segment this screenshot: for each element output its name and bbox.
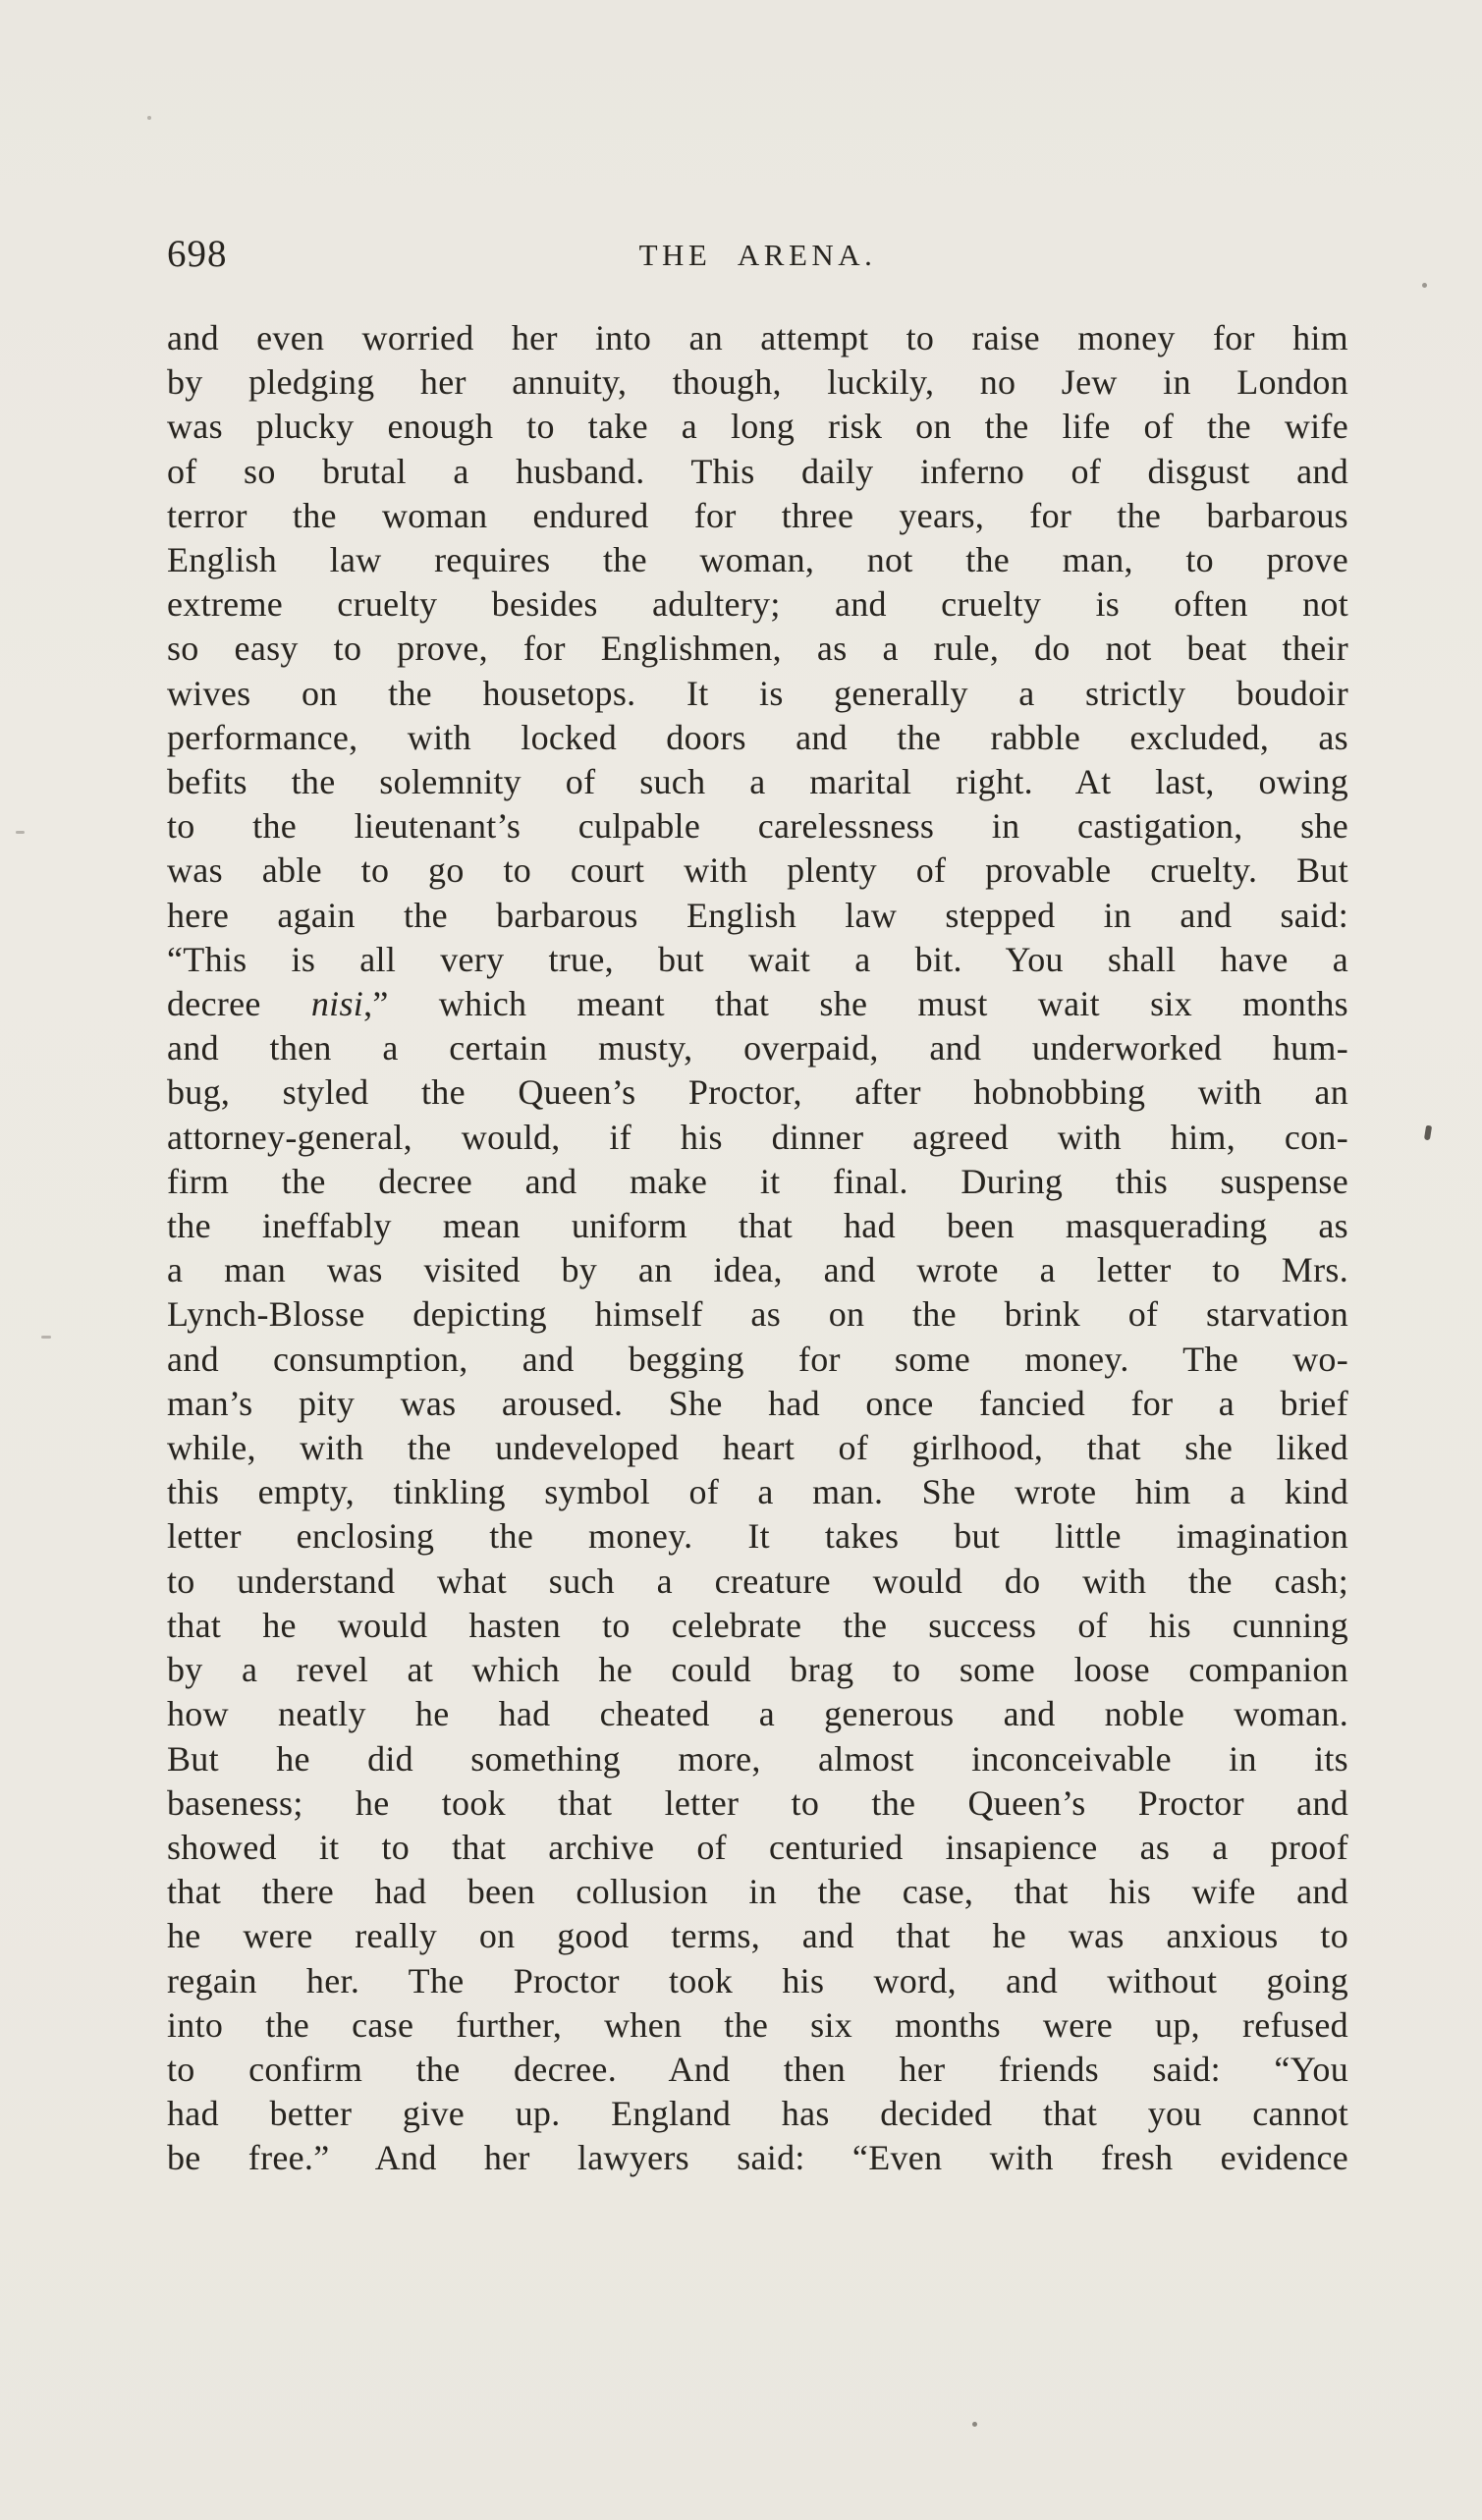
text-line (167, 2003, 1348, 2048)
text-segment: bug, styled the Queen’s Proctor, after hobnobbing with an (167, 1072, 1348, 1113)
text-segment: man’s pity was aroused. She had once fancied for a brief (167, 1383, 1348, 1423)
text-line (167, 1338, 1348, 1382)
text-segment: decree (167, 984, 311, 1024)
text-line (167, 1692, 1348, 1736)
text-segment: a man was visited by an idea, and wrote a letter to Mrs. (167, 1250, 1348, 1290)
text-segment: be free.” And her lawyers said: “Even with fresh evidence (167, 2138, 1348, 2178)
text-segment: he were really on good terms, and that he was anxious to (167, 1916, 1348, 1956)
text-segment: “This is all very true, but wait a bit. You shall have a (167, 939, 1348, 979)
text-segment: by pledging her annuity, though, luckily, no Jew in London (167, 362, 1348, 403)
text-line (167, 360, 1348, 405)
text-segment: of so brutal a husband. This daily inferno of disgust and (167, 451, 1348, 491)
text-segment: English law requires the woman, not the man, to prove (167, 540, 1348, 580)
text-segment: showed it to that archive of centuried insapience as a proof (167, 1827, 1348, 1867)
text-segment: Lynch-Blosse depicting himself as on the brink of starvation (167, 1294, 1348, 1335)
ink-speck (41, 1336, 51, 1339)
text-line (167, 538, 1348, 582)
page-number: 698 (167, 233, 228, 275)
text-line (167, 1470, 1348, 1514)
text-line (167, 982, 1348, 1026)
text-segment: this empty, tinkling symbol of a man. She wrote him a kind (167, 1472, 1348, 1512)
ink-speck (1424, 1125, 1432, 1141)
text-segment: was plucky enough to take a long risk on the life of the wife (167, 407, 1348, 447)
text-segment: the ineffably mean uniform that had been masquerading as (167, 1206, 1348, 1246)
body-text (167, 316, 1348, 2181)
text-line (167, 1514, 1348, 1559)
text-line (167, 1248, 1348, 1292)
text-segment: here again the barbarous English law stepped in and said: (167, 895, 1348, 935)
text-segment: extreme cruelty besides adultery; and cruelty is often not (167, 584, 1348, 625)
italic-text: nisi (310, 984, 364, 1024)
ink-speck (1422, 283, 1427, 288)
text-line (167, 1204, 1348, 1248)
text-segment: was able to go to court with plenty of provable cruelty. But (167, 850, 1348, 891)
text-line (167, 494, 1348, 538)
text-line (167, 1826, 1348, 1870)
text-line (167, 1959, 1348, 2003)
text-line (167, 894, 1348, 938)
text-line (167, 1560, 1348, 1604)
text-line (167, 1648, 1348, 1692)
text-segment: to the lieutenant’s culpable carelessness in castigation, she (167, 806, 1348, 847)
text-segment: to confirm the decree. And then her friends said: “You (167, 2049, 1348, 2089)
text-line (167, 1604, 1348, 1648)
text-segment: had better give up. England has decided that you cannot (167, 2094, 1348, 2134)
text-segment: into the case further, when the six months were up, refused (167, 2004, 1348, 2045)
text-segment: so easy to prove, for Englishmen, as a rule, do not beat their (167, 629, 1348, 669)
ink-speck (147, 116, 151, 120)
text-line (167, 1914, 1348, 1958)
text-line (167, 1160, 1348, 1204)
text-segment: while, with the undeveloped heart of girlhood, that she liked (167, 1428, 1348, 1468)
text-segment: and even worried her into an attempt to raise money for him (167, 318, 1348, 357)
text-segment: performance, with locked doors and the rabble excluded, as (167, 717, 1348, 757)
text-line (167, 1070, 1348, 1115)
text-line (167, 804, 1348, 849)
text-segment: But he did something more, almost inconceivable in its (167, 1738, 1348, 1779)
running-title: THE ARENA. (638, 238, 877, 272)
page-header (167, 232, 1348, 281)
text-line (167, 1292, 1348, 1337)
text-segment: baseness; he took that letter to the Queen’s Proctor and (167, 1782, 1348, 1823)
text-segment: wives on the housetops. It is generally a strictly boudoir (167, 673, 1348, 713)
text-segment: by a revel at which he could brag to some loose companion (167, 1650, 1348, 1690)
ink-speck (972, 2422, 977, 2427)
text-line (167, 716, 1348, 760)
text-segment: firm the decree and make it final. During this suspense (167, 1161, 1348, 1201)
text-line (167, 1781, 1348, 1826)
text-line (167, 1426, 1348, 1470)
text-line (167, 760, 1348, 804)
text-line (167, 450, 1348, 494)
text-line (167, 2092, 1348, 2136)
text-line (167, 405, 1348, 449)
text-segment: letter enclosing the money. It takes but little imagination (167, 1516, 1348, 1557)
text-segment: to understand what such a creature would do with the cash; (167, 1561, 1348, 1601)
text-line (167, 2136, 1348, 2180)
text-line (167, 849, 1348, 893)
text-line (167, 627, 1348, 671)
text-segment: befits the solemnity of such a marital right. At last, owing (167, 762, 1348, 802)
text-segment: regain her. The Proctor took his word, and without going (167, 1960, 1348, 2000)
text-segment: attorney-general, would, if his dinner agreed with him, con- (167, 1117, 1348, 1157)
text-line (167, 2048, 1348, 2092)
text-line (167, 672, 1348, 716)
text-segment: that there had been collusion in the case, that his wife and (167, 1872, 1348, 1912)
text-line (167, 1382, 1348, 1426)
text-line (167, 1737, 1348, 1781)
text-segment: and then a certain musty, overpaid, and underworked hum- (167, 1028, 1348, 1068)
text-line (167, 316, 1348, 360)
text-line (167, 1026, 1348, 1070)
text-line (167, 938, 1348, 982)
text-segment: terror the woman endured for three years, for the barbarous (167, 495, 1348, 535)
text-segment: and consumption, and begging for some money. The wo- (167, 1339, 1348, 1379)
ink-speck (16, 831, 25, 834)
text-line (167, 1870, 1348, 1914)
text-segment: ,” which meant that she must wait six months (363, 984, 1348, 1024)
text-line (167, 582, 1348, 627)
text-segment: that he would hasten to celebrate the success of his cunning (167, 1605, 1348, 1645)
text-segment: how neatly he had cheated a generous and noble woman. (167, 1694, 1348, 1734)
text-line (167, 1116, 1348, 1160)
